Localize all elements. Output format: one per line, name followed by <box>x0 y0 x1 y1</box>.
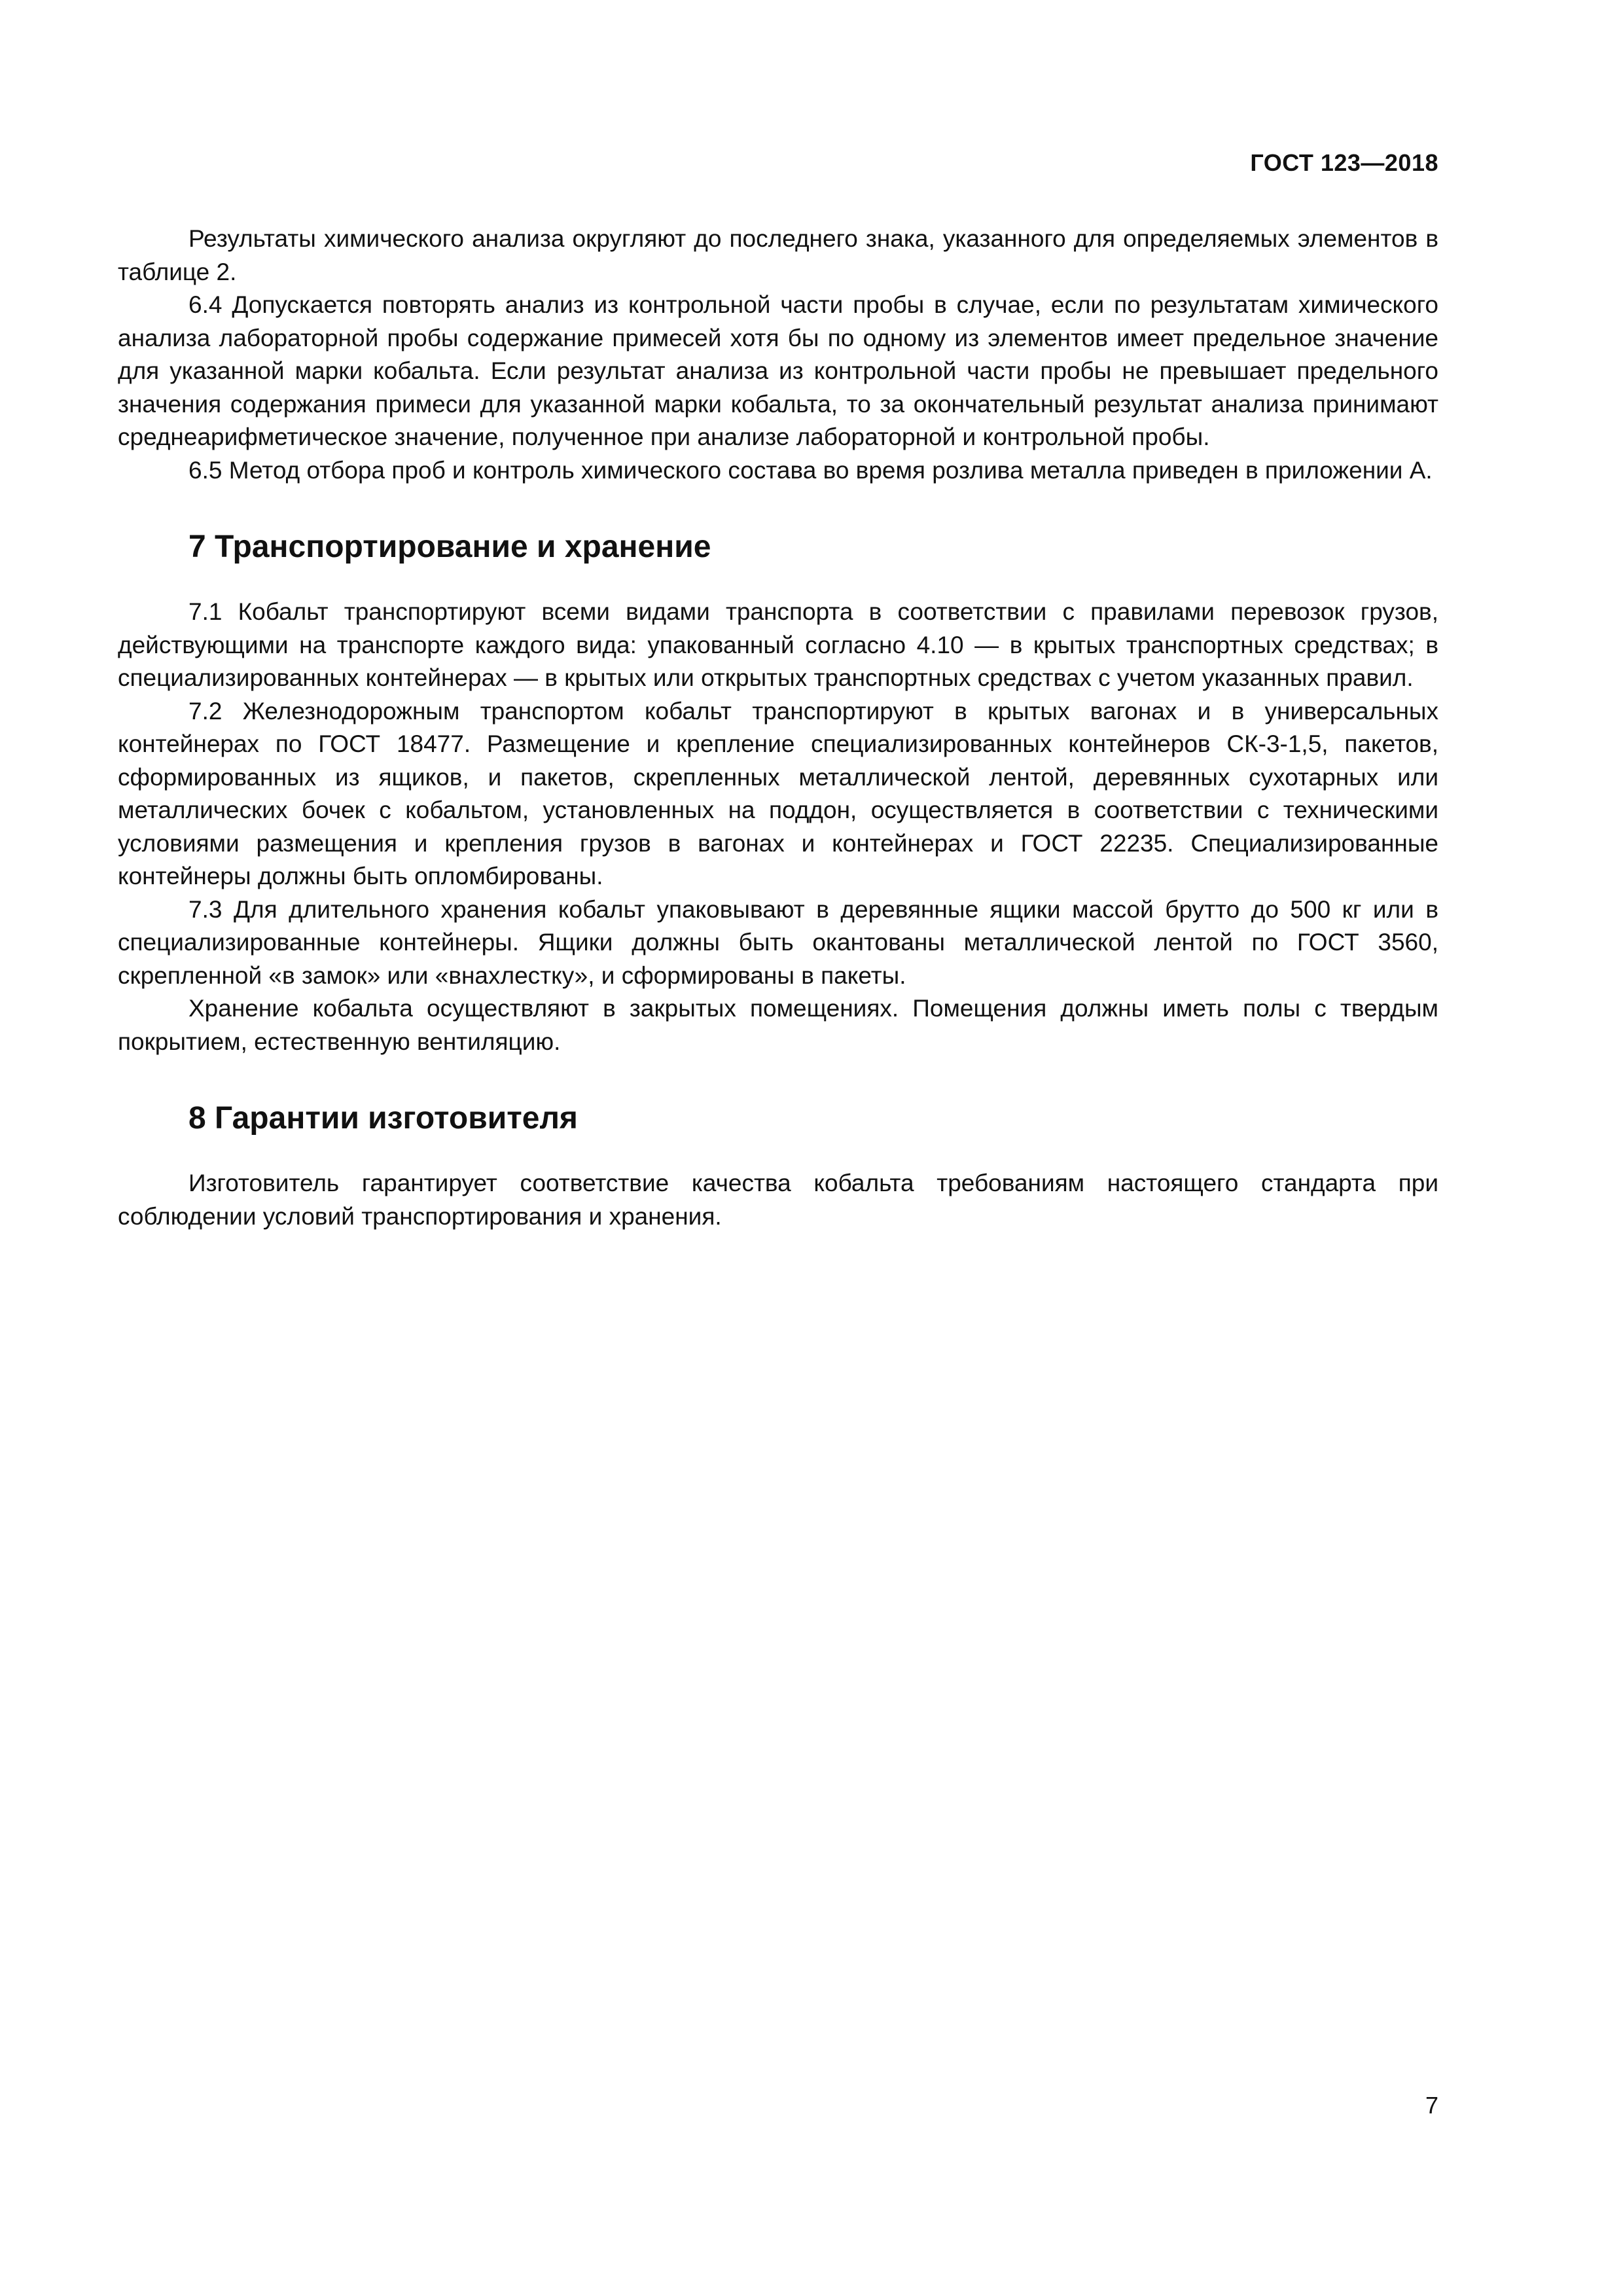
section-8-title: 8 Гарантии изготовителя <box>188 1101 578 1136</box>
paragraph-storage-conditions: Хранение кобальта осуществляют в закрытых помещениях. Помещения должны иметь полы с твердым покрытием, естественную вентиляцию. <box>118 995 1438 1055</box>
paragraph-7-3: 7.3 Для длительного хранения кобальт упаковывают в деревянные ящики массой брутто до 500 кг или в специализированные контейнеры. Ящики должны быть окантованы металлической лентой по ГОСТ 3560, скрепленной «в замок» или «внахлестку», и сформированы в пакеты. <box>118 895 1438 989</box>
paragraph-6-4: 6.4 Допускается повторять анализ из контрольной части пробы в случае, если по результатам химического анализа лабораторной пробы содержание примесей хотя бы по одному из элементов имеет предельное значение для указанной марки кобальта. Если результат анализа из контрольной части пробы не превышает предельного значения содержания примеси для указанной марки кобальта, то за окончательный результат анализа принимают среднеарифметическое значение, полученное при анализе лабораторной и контрольной пробы. <box>118 291 1438 450</box>
section-8-manufacturer-warranty <box>118 1099 1438 1233</box>
page-number: 7 <box>1425 2092 1438 2119</box>
paragraph-7-1: 7.1 Кобальт транспортируют всеми видами транспорта в соответствии с правилами перевозок грузов, действующими на транспорте каждого вида: упакованный согласно 4.10 — в крытых транспортных средствах; в специализированных контейнерах — в крытых или открытых транспортных средствах с учетом указанных правил. <box>118 598 1438 691</box>
section-7-title: 7 Транспортирование и хранение <box>188 529 711 564</box>
paragraph-8-warranty: Изготовитель гарантирует соответствие качества кобальта требованиям настоящего стандарта при соблюдении условий транспортирования и хранения. <box>118 1170 1438 1230</box>
paragraph-rounding-results: Результаты химического анализа округляют до последнего знака, указанного для определяемых элементов в таблице 2. <box>118 225 1438 285</box>
section-7-transport-storage <box>118 528 1438 1058</box>
document-body <box>118 223 1438 1233</box>
document-id-header: ГОСТ 123—2018 <box>1250 149 1438 176</box>
paragraph-7-2: 7.2 Железнодорожным транспортом кобальт транспортируют в крытых вагонах и в универсальных контейнерах по ГОСТ 18477. Размещение и крепление специализированных контейнеров СК-3-1,5, пакетов, сформированных из ящиков, и пакетов, скрепленных металлической лентой, деревянных сухотарных или металлических бочек с кобальтом, установленных на поддон, осуществляется в соответствии с техническими условиями размещения и крепления грузов в вагонах и контейнерах и ГОСТ 22235. Специализированные контейнеры должны быть опломбированы. <box>118 697 1438 889</box>
paragraph-6-5: 6.5 Метод отбора проб и контроль химического состава во время розлива металла приведен в приложении А. <box>188 456 1433 484</box>
